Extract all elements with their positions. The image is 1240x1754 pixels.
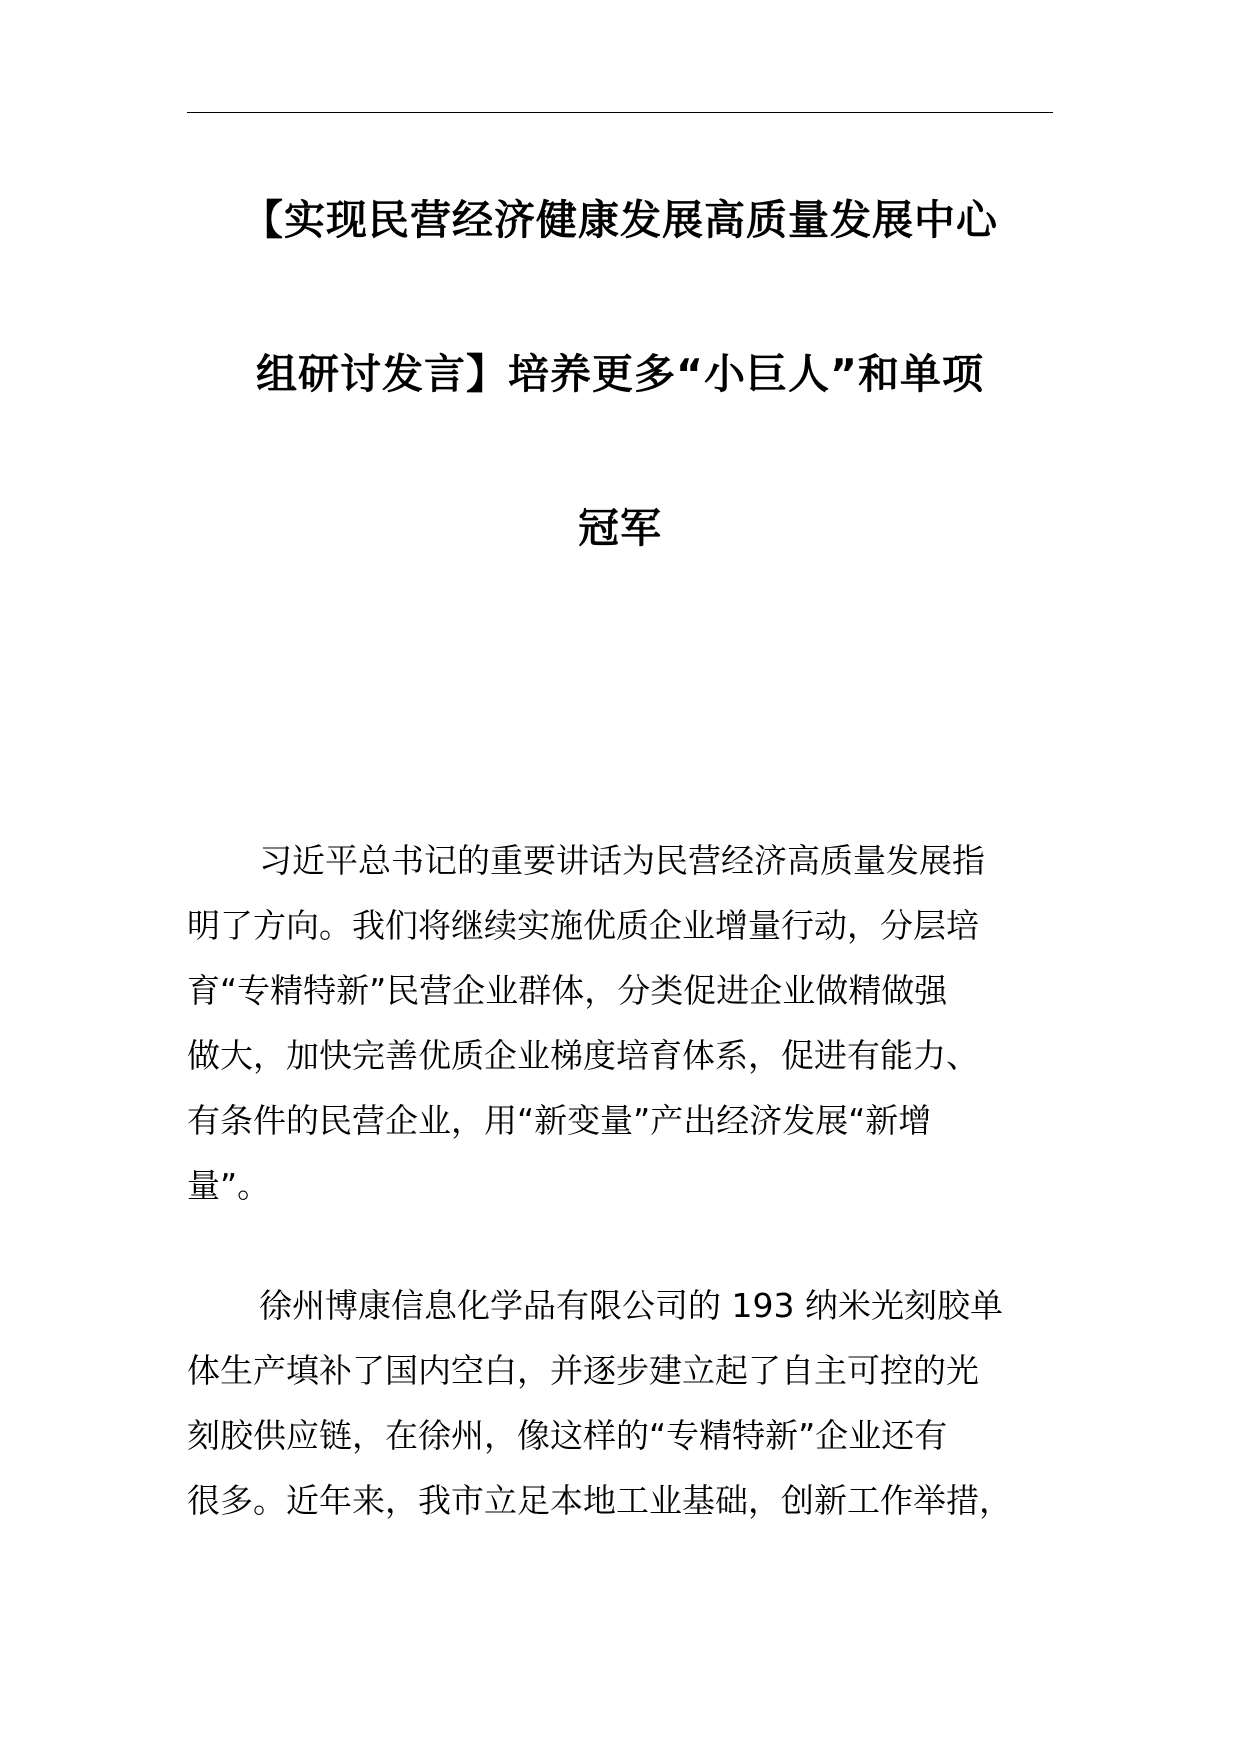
paragraph-line: 育“专精特新”民营企业群体，分类促进企业做精做强 [187,971,948,1010]
paragraph-line: 明了方向。我们将继续实施优质企业增量行动，分层培 [187,906,979,945]
header-rule [187,112,1053,113]
body-paragraph-2 [187,1283,1053,1543]
title-line: 冠军 [578,504,662,552]
document-title [187,190,1053,652]
paragraph-line: 有条件的民营企业，用“新变量”产出经济发展“新增 [187,1101,932,1140]
paragraph-line: 做大，加快完善优质企业梯度培育体系，促进有能力、 [187,1036,979,1075]
paragraph-line: 刻胶供应链，在徐州，像这样的“专精特新”企业还有 [187,1416,948,1455]
paragraph-line: 体生产填补了国内空白，并逐步建立起了自主可控的光 [187,1351,979,1390]
paragraph-line: 徐州博康信息化学品有限公司的 193 纳米光刻胶单 [259,1286,1003,1325]
paragraph-line: 习近平总书记的重要讲话为民营经济高质量发展指 [259,841,985,880]
paragraph-line: 量”。 [187,1166,271,1205]
title-line: 组研讨发言】培养更多“小巨人”和单项 [256,350,984,398]
title-line: 【实现民营经济健康发展高质量发展中心 [242,196,998,244]
paragraph-line: 很多。近年来，我市立足本地工业基础，创新工作举措， [187,1481,1012,1520]
body-paragraph-1 [187,838,1053,1228]
